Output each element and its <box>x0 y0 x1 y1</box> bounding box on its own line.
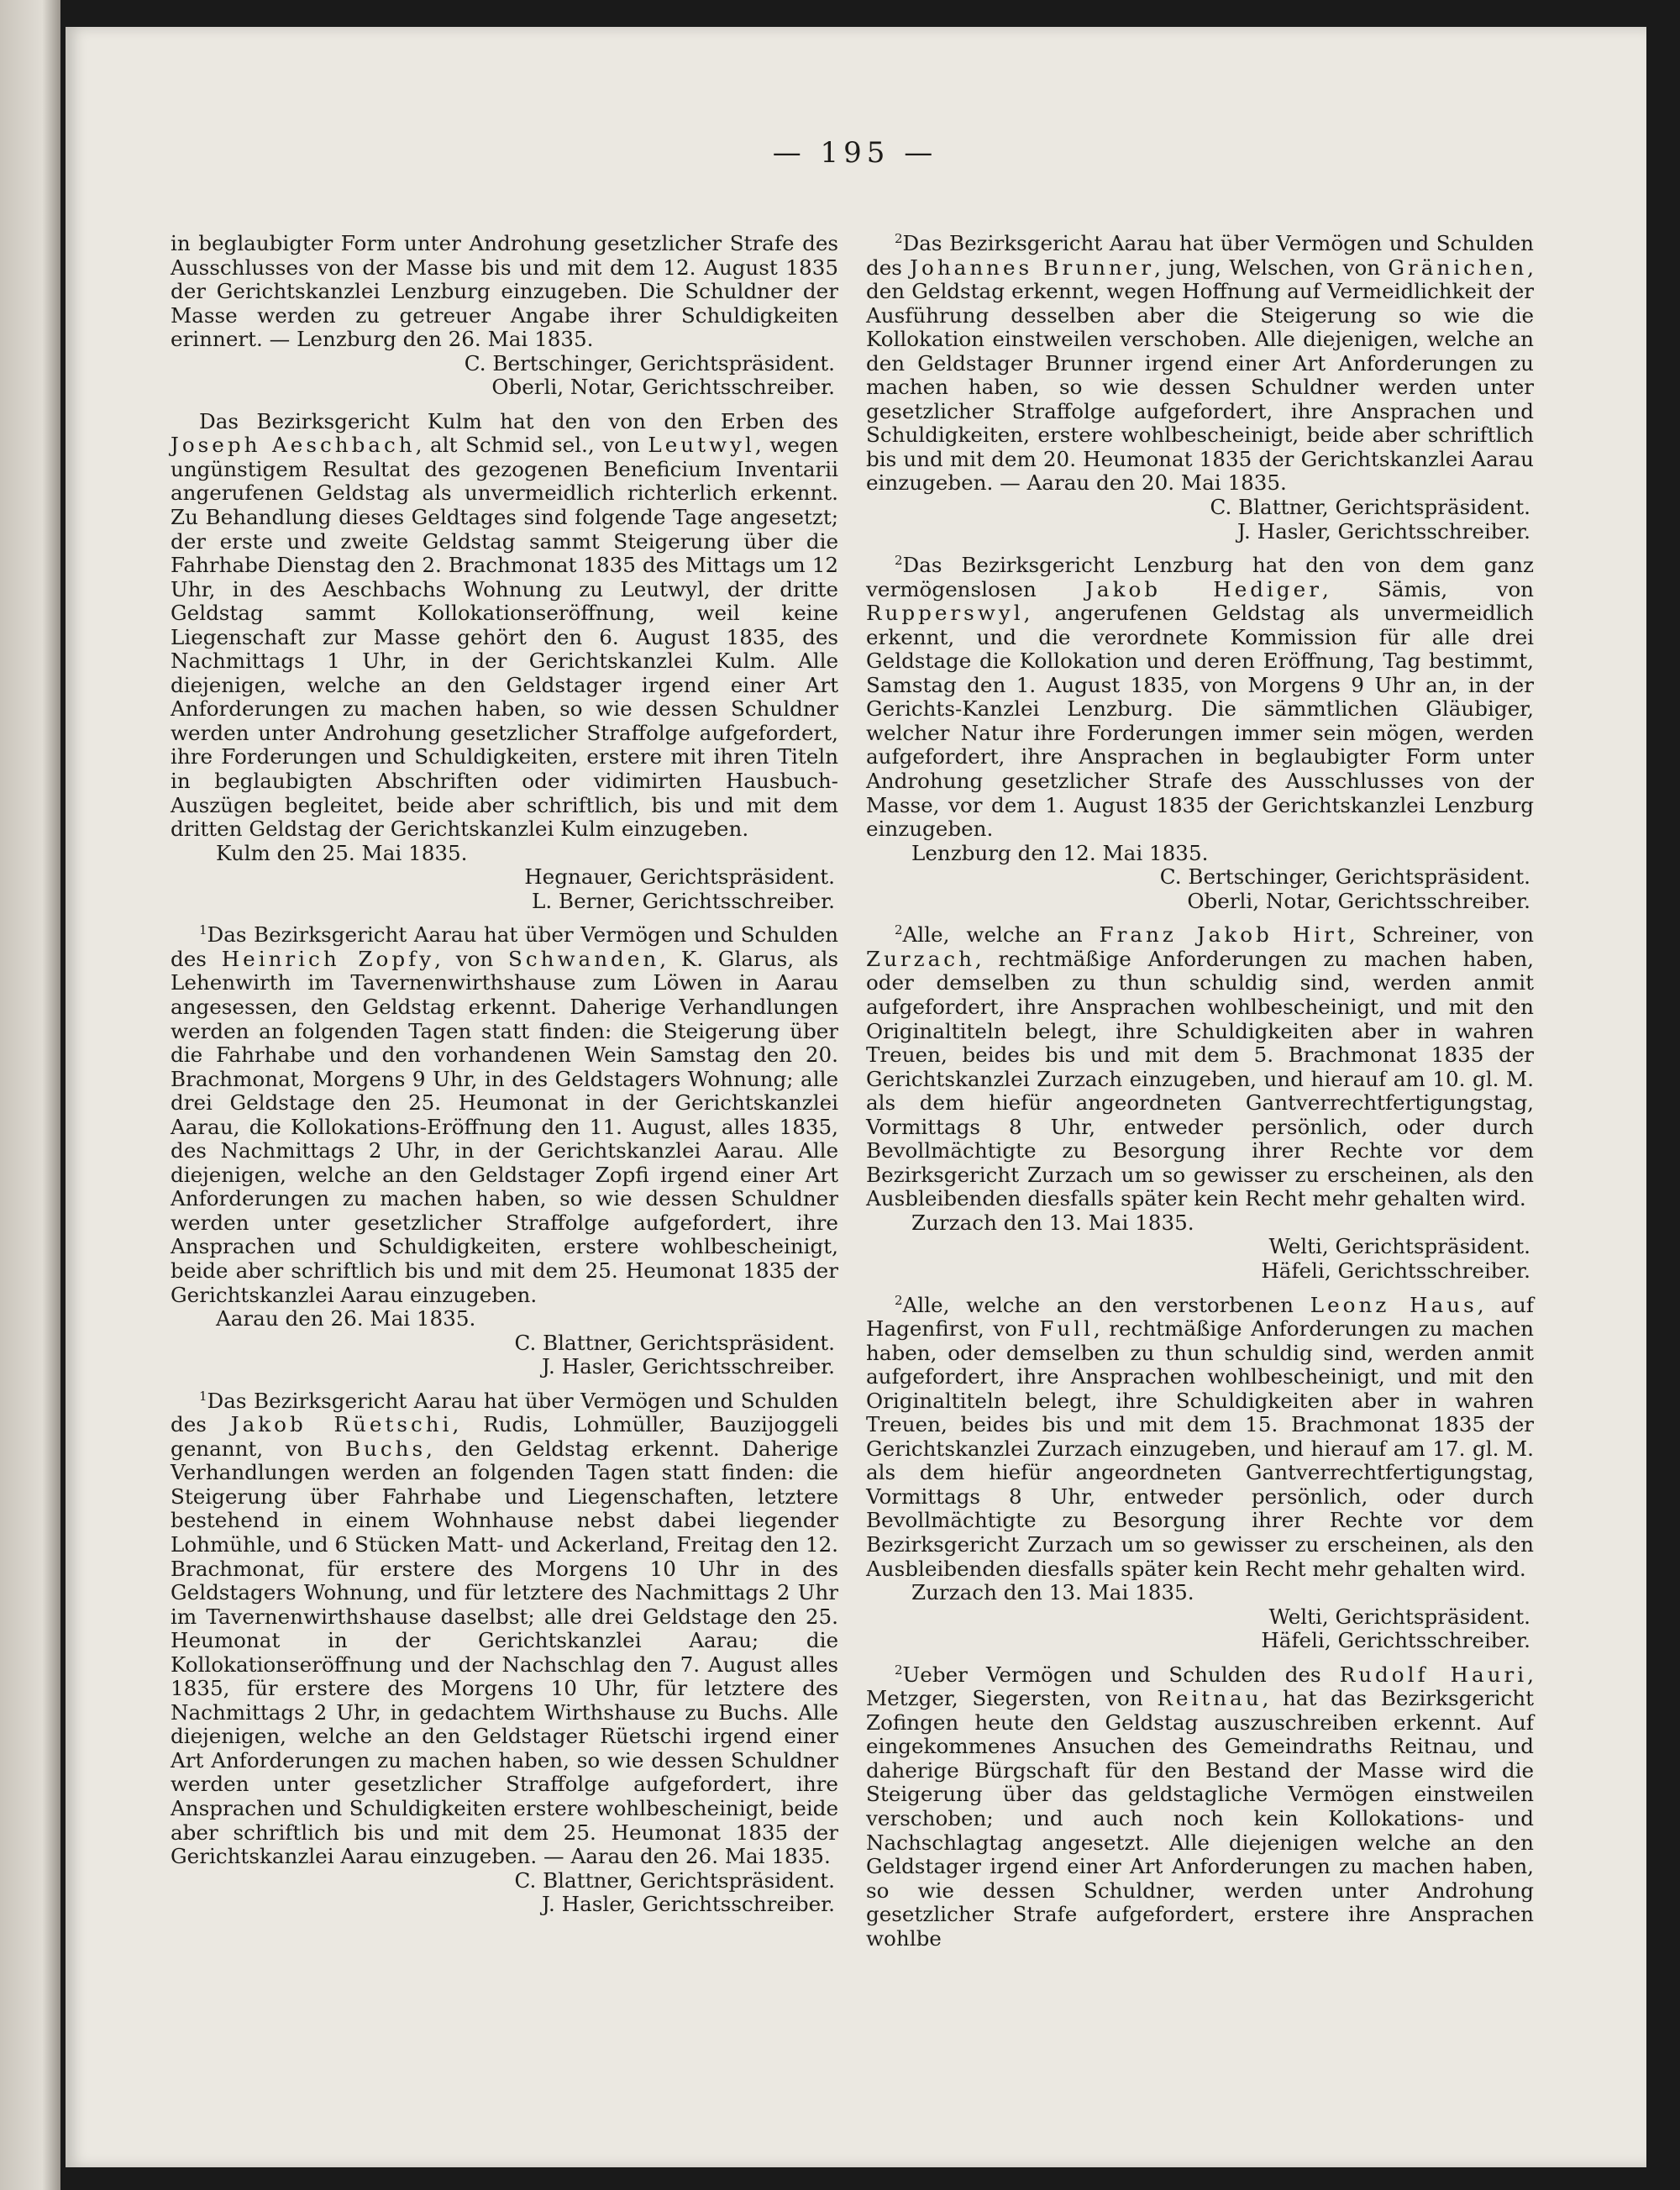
debtor-name: Jakob Rüetschi <box>230 1412 453 1437</box>
insertion-mark: 2 <box>895 1292 903 1308</box>
debtor-name: Heinrich Zopfy <box>221 946 435 971</box>
notice-haus <box>866 1294 1534 1653</box>
notice-body: $^2$Alle, welche an Franz Jakob Hirt, Schreiner, von Zurzach, rechtmäßige Anforderungen zu machen haben, oder demselben zu thun schuldig sind, werden anmit aufgefordert, ihre Ansprachen wohlbescheinigt, und mit den Originaltiteln belegt, ihre Schuldigkeiten aber in wahren Treuen, beides bis und mit dem 5. Brachmonat 1835 der Gerichtskanzlei Zurzach einzugeben, und hierauf am 10. gl. M. als dem hiefür angeordneten Gantverrechtfertigungstag, Vormittags 8 Uhr, entweder persönlich, oder durch Bevollmächtigte zu Besorgung ihrer Rechte vor dem Bezirksgericht Zurzach um so gewisser zu erscheinen, als den Ausbleibenden diesfalls später kein Recht mehr gehalten wird. <box>866 922 1534 1211</box>
insertion-mark: 2 <box>895 230 903 246</box>
notice-ruetschi <box>171 1389 838 1917</box>
place-date: Lenzburg den 12. Mai 1835. <box>911 840 1209 865</box>
signature-president: C. Blattner, Gerichtspräsident. <box>514 1867 835 1893</box>
debtor-name: Jakob Hediger <box>1085 576 1322 601</box>
notice-body: $^1$Das Bezirksgericht Aarau hat über Vermögen und Schulden des Heinrich Zopfy, von Schwanden, K. Glarus, als Lehenwirth im Tavernenwirthshause zum Löwen in Aarau angesessen, den Geldstag erkennt. Daherige Verhandlungen werden an folgenden Tagen statt finden: die Steigerung über die Fahrhabe und den vorhandenen Wein Samstag den 20. Brachmonat, Morgens 9 Uhr, in des Geldstagers Wohnung; alle drei Geldstage den 25. Heumonat in der Gerichtskanzlei Aarau, die Kollokations-Eröffnung den 11. August, alles 1835, des Nachmittags 2 Uhr, in der Gerichtskanzlei Aarau. Alle diejenigen, welche an den Geldstager Zopfi irgend einer Art Anforderungen zu machen haben, so wie dessen Schuldner werden unter gesetzlicher Straffolge aufgefordert, ihre Ansprachen und Schuldigkeiten, erstere wohlbescheinigt, beide aber schriftlich bis und mit dem 25. Heumonat 1835 der Gerichtskanzlei Aarau einzugeben. <box>171 922 838 1307</box>
notice-body: Das Bezirksgericht Kulm hat den von den Erben des Joseph Aeschbach, alt Schmid sel., von Leutwyl, wegen ungünstigem Resultat des gezogenen Beneficium Inventarii angerufenen Geldstag als unvermeidlich richterlich erkennt. Zu Behandlung dieses Geldtages sind folgende Tage angesetzt; der erste und zweite Geldstag sammt Steigerung über die Fahrhabe Dienstag den 2. Brachmonat 1835 des Mittags um 12 Uhr, in des Aeschbachs Wohnung zu Leutwyl, der dritte Geldstag sammt Kollokationseröffnung, weil keine Liegenschaft zur Masse gehört den 6. August 1835, des Nachmittags 1 Uhr, in der Gerichtskanzlei Kulm. Alle diejenigen, welche an den Geldstager irgend einer Art Anforderungen zu machen haben, so wie dessen Schuldner werden unter Androhung gesetzlicher Straffolge aufgefordert, ihre Forderungen und Schuldigkeiten, erstere mit ihren Titeln in beglaubigten Abschriften oder vidimirten Hausbuch-Auszügen begleitet, beide aber schriftlich, bis und mit dem dritten Geldstag der Gerichtskanzlei Kulm einzugeben. <box>171 408 838 842</box>
notice-zopfy <box>171 923 838 1379</box>
signature-president: Welti, Gerichtspräsident. <box>1268 1604 1530 1629</box>
signature-clerk: L. Berner, Gerichtsschreiber. <box>532 888 835 913</box>
signature-clerk: Häfeli, Gerichtsschreiber. <box>1261 1258 1530 1283</box>
debtor-place: Reitnau <box>1157 1686 1263 1711</box>
debtor-name: Franz Jakob Hirt <box>1099 922 1349 948</box>
signature-president: C. Bertschinger, Gerichtspräsident. <box>1159 864 1530 890</box>
left-column <box>171 232 838 1927</box>
signature-president: C. Blattner, Gerichtspräsident. <box>1210 495 1530 520</box>
signature-clerk: Oberli, Notar, Gerichtsschreiber. <box>491 375 835 400</box>
place-date: Zurzach den 13. Mai 1835. <box>911 1210 1194 1235</box>
debtor-place: Leutwyl <box>648 433 755 458</box>
signature-president: Hegnauer, Gerichtspräsident. <box>524 864 835 890</box>
debtor-place: Rupperswyl <box>866 601 1024 626</box>
document-page <box>66 27 1646 2167</box>
debtor-place: Buchs <box>344 1436 427 1461</box>
notice-kulm <box>171 410 838 913</box>
debtor-name: Johannes Brunner <box>910 255 1155 280</box>
notice-hediger <box>866 554 1534 913</box>
signature-president: C. Blattner, Gerichtspräsident. <box>514 1330 835 1355</box>
notice-body: $^2$Alle, welche an den verstorbenen Leonz Haus, auf Hagenfirst, von Full, rechtmäßige Anforderungen zu machen haben, oder demselben zu thun schuldig sind, werden anmit aufgefordert, ihre Ansprachen wohlbescheinigt, und mit den Originaltiteln belegt, ihre Schuldigkeiten aber in wahren Treuen, beides bis und mit dem 15. Brachmonat 1835 der Gerichtskanzlei Zurzach einzugeben, und hierauf am 17. gl. M. als dem hiefür angeordneten Gantverrechtfertigungstag, Vormittags 8 Uhr, entweder persönlich, oder durch Bevollmächtigte zu Besorgung ihrer Rechte vor dem Bezirksgericht Zurzach um so gewisser zu erscheinen, als den Ausbleibenden diesfalls später kein Recht mehr gehalten wird. <box>866 1292 1534 1581</box>
notice-body: $^2$Das Bezirksgericht Aarau hat über Vermögen und Schulden des Johannes Brunner, jung, Welschen, von Gränichen, den Geldstag erkennt, wegen Hoffnung auf Vermeidlichkeit der Ausführung desselben aber die Steigerung so wie die Kollokation einstweilen verschoben. Alle diejenigen, welche an den Geldstager Brunner irgend einer Art Anforderungen zu machen haben, so wie dessen Schuldner werden unter gesetzlicher Straffolge aufgefordert, ihre Ansprachen und Schuldigkeiten, erstere wohlbescheinigt, beide aber schriftlich bis und mit dem 20. Heumonat 1835 der Gerichtskanzlei Aarau einzugeben. — Aarau den 20. Mai 1835. <box>866 230 1534 496</box>
insertion-mark: 2 <box>895 552 903 568</box>
notice-hirt <box>866 923 1534 1283</box>
right-column <box>866 232 1534 1961</box>
place-date: Kulm den 25. Mai 1835. <box>216 840 468 865</box>
debtor-place: Full <box>1039 1316 1094 1342</box>
debtor-name: Leonz Haus <box>1310 1292 1478 1317</box>
notice-continuation <box>171 232 838 400</box>
insertion-mark: 1 <box>199 1388 207 1404</box>
insertion-mark: 2 <box>895 922 903 938</box>
signature-clerk: J. Hasler, Gerichtsschreiber. <box>542 1354 835 1379</box>
signature-clerk: J. Hasler, Gerichtsschreiber. <box>1237 518 1530 544</box>
place-date: Aarau den 26. Mai 1835. <box>216 1306 476 1331</box>
signature-clerk: J. Hasler, Gerichtsschreiber. <box>542 1892 835 1917</box>
notice-body: $^2$Das Bezirksgericht Lenzburg hat den von dem ganz vermögenslosen Jakob Hediger, Sämis, von Rupperswyl, angerufenen Geldstag als unvermeidlich erkennt, und die verordnete Kommission für alle drei Geldstage die Kollokation und deren Eröffnung, Tag bestimmt, Samstag den 1. August 1835, von Morgens 9 Uhr an, in der Gerichts-Kanzlei Lenzburg. Die sämmtlichen Gläubiger, welcher Natur ihre Forderungen immer sein mögen, werden aufgefordert, ihre Ansprachen in beglaubigter Form unter Androhung gesetzlicher Strafe des Ausschlusses von der Masse, vor dem 1. August 1835 der Gerichtskanzlei Lenzburg einzugeben. <box>866 552 1534 842</box>
notice-body: in beglaubigter Form unter Androhung gesetzlicher Strafe des Ausschlusses von der Masse bis und mit dem 12. August 1835 der Gerichtskanzlei Lenzburg einzugeben. Die Schuldner der Masse werden zu getreuer Angabe ihrer Schuldigkeiten erinnert. — Lenzburg den 26. Mai 1835. <box>171 231 838 352</box>
signature-clerk: Häfeli, Gerichtsschreiber. <box>1261 1628 1530 1653</box>
previous-page-edge <box>0 0 60 2190</box>
debtor-place: Schwanden <box>508 946 660 971</box>
debtor-name: Rudolf Hauri <box>1339 1662 1528 1687</box>
notice-hauri <box>866 1663 1534 1951</box>
signature-president: Welti, Gerichtspräsident. <box>1268 1234 1530 1259</box>
debtor-place: Zurzach <box>866 946 975 971</box>
place-date: Zurzach den 13. Mai 1835. <box>911 1580 1194 1605</box>
notice-brunner <box>866 232 1534 544</box>
signature-clerk: Oberli, Notar, Gerichtsschreiber. <box>1187 888 1530 913</box>
insertion-mark: 2 <box>895 1662 903 1678</box>
debtor-name: Joseph Aeschbach <box>171 433 416 458</box>
notice-body: $^2$Ueber Vermögen und Schulden des Rudolf Hauri, Metzger, Siegersten, von Reitnau, hat das Bezirksgericht Zofingen heute den Geldstag auszuschreiben erkennt. Auf eingekommenes Ansuchen des Gemeindraths Reitnau, und daherige Bürgschaft für den Bestand der Masse wird die Steigerung über das geldstagliche Vermögen einstweilen verschoben; und auch noch kein Kollokations- und Nachschlagtag angesetzt. Alle diejenigen welche an den Geldstager irgend einer Art Anforderungen zu machen haben, so wie dessen Schuldner, werden unter Androhung gesetzlicher Strafe aufgefordert, erstere ihre Ansprachen wohlbe <box>866 1662 1534 1951</box>
insertion-mark: 1 <box>199 922 207 938</box>
notice-body: $^1$Das Bezirksgericht Aarau hat über Vermögen und Schulden des Jakob Rüetschi, Rudis, Lohmüller, Bauzijoggeli genannt, von Buchs, den Geldstag erkennt. Daherige Verhandlungen werden an folgenden Tagen statt finden: die Steigerung über Fahrhabe und Liegenschaften, letztere bestehend in einem Wohnhause nebst dabei liegender Lohmühle, und 6 Stücken Matt- und Ackerland, Freitag den 12. Brachmonat, für erstere des Morgens 10 Uhr in des Geldstagers Wohnung, und für letztere des Nachmittags 2 Uhr im Tavernenwirthshause daselbst; alle drei Geldstage den 25. Heumonat in der Gerichtskanzlei Aarau; die Kollokationseröffnung und der Nachschlag den 7. August alles 1835, für erstere des Morgens 10 Uhr, für letztere des Nachmittags 2 Uhr, in gedachtem Wirthshause zu Buchs. Alle diejenigen, welche an den Geldstager Rüetschi irgend einer Art Anforderungen zu machen haben, so wie dessen Schuldner werden unter gesetzlicher Straffolge aufgefordert, ihre Ansprachen und Schuldigkeiten erstere wohlbescheinigt, beide aber schriftlich bis und mit dem 25. Heumonat 1835 der Gerichtskanzlei Aarau einzugeben. — Aarau den 26. Mai 1835. <box>171 1388 839 1869</box>
signature-president: C. Bertschinger, Gerichtspräsident. <box>464 350 835 376</box>
page-number: — 195 — <box>772 136 938 170</box>
debtor-place: Gränichen <box>1388 255 1528 280</box>
